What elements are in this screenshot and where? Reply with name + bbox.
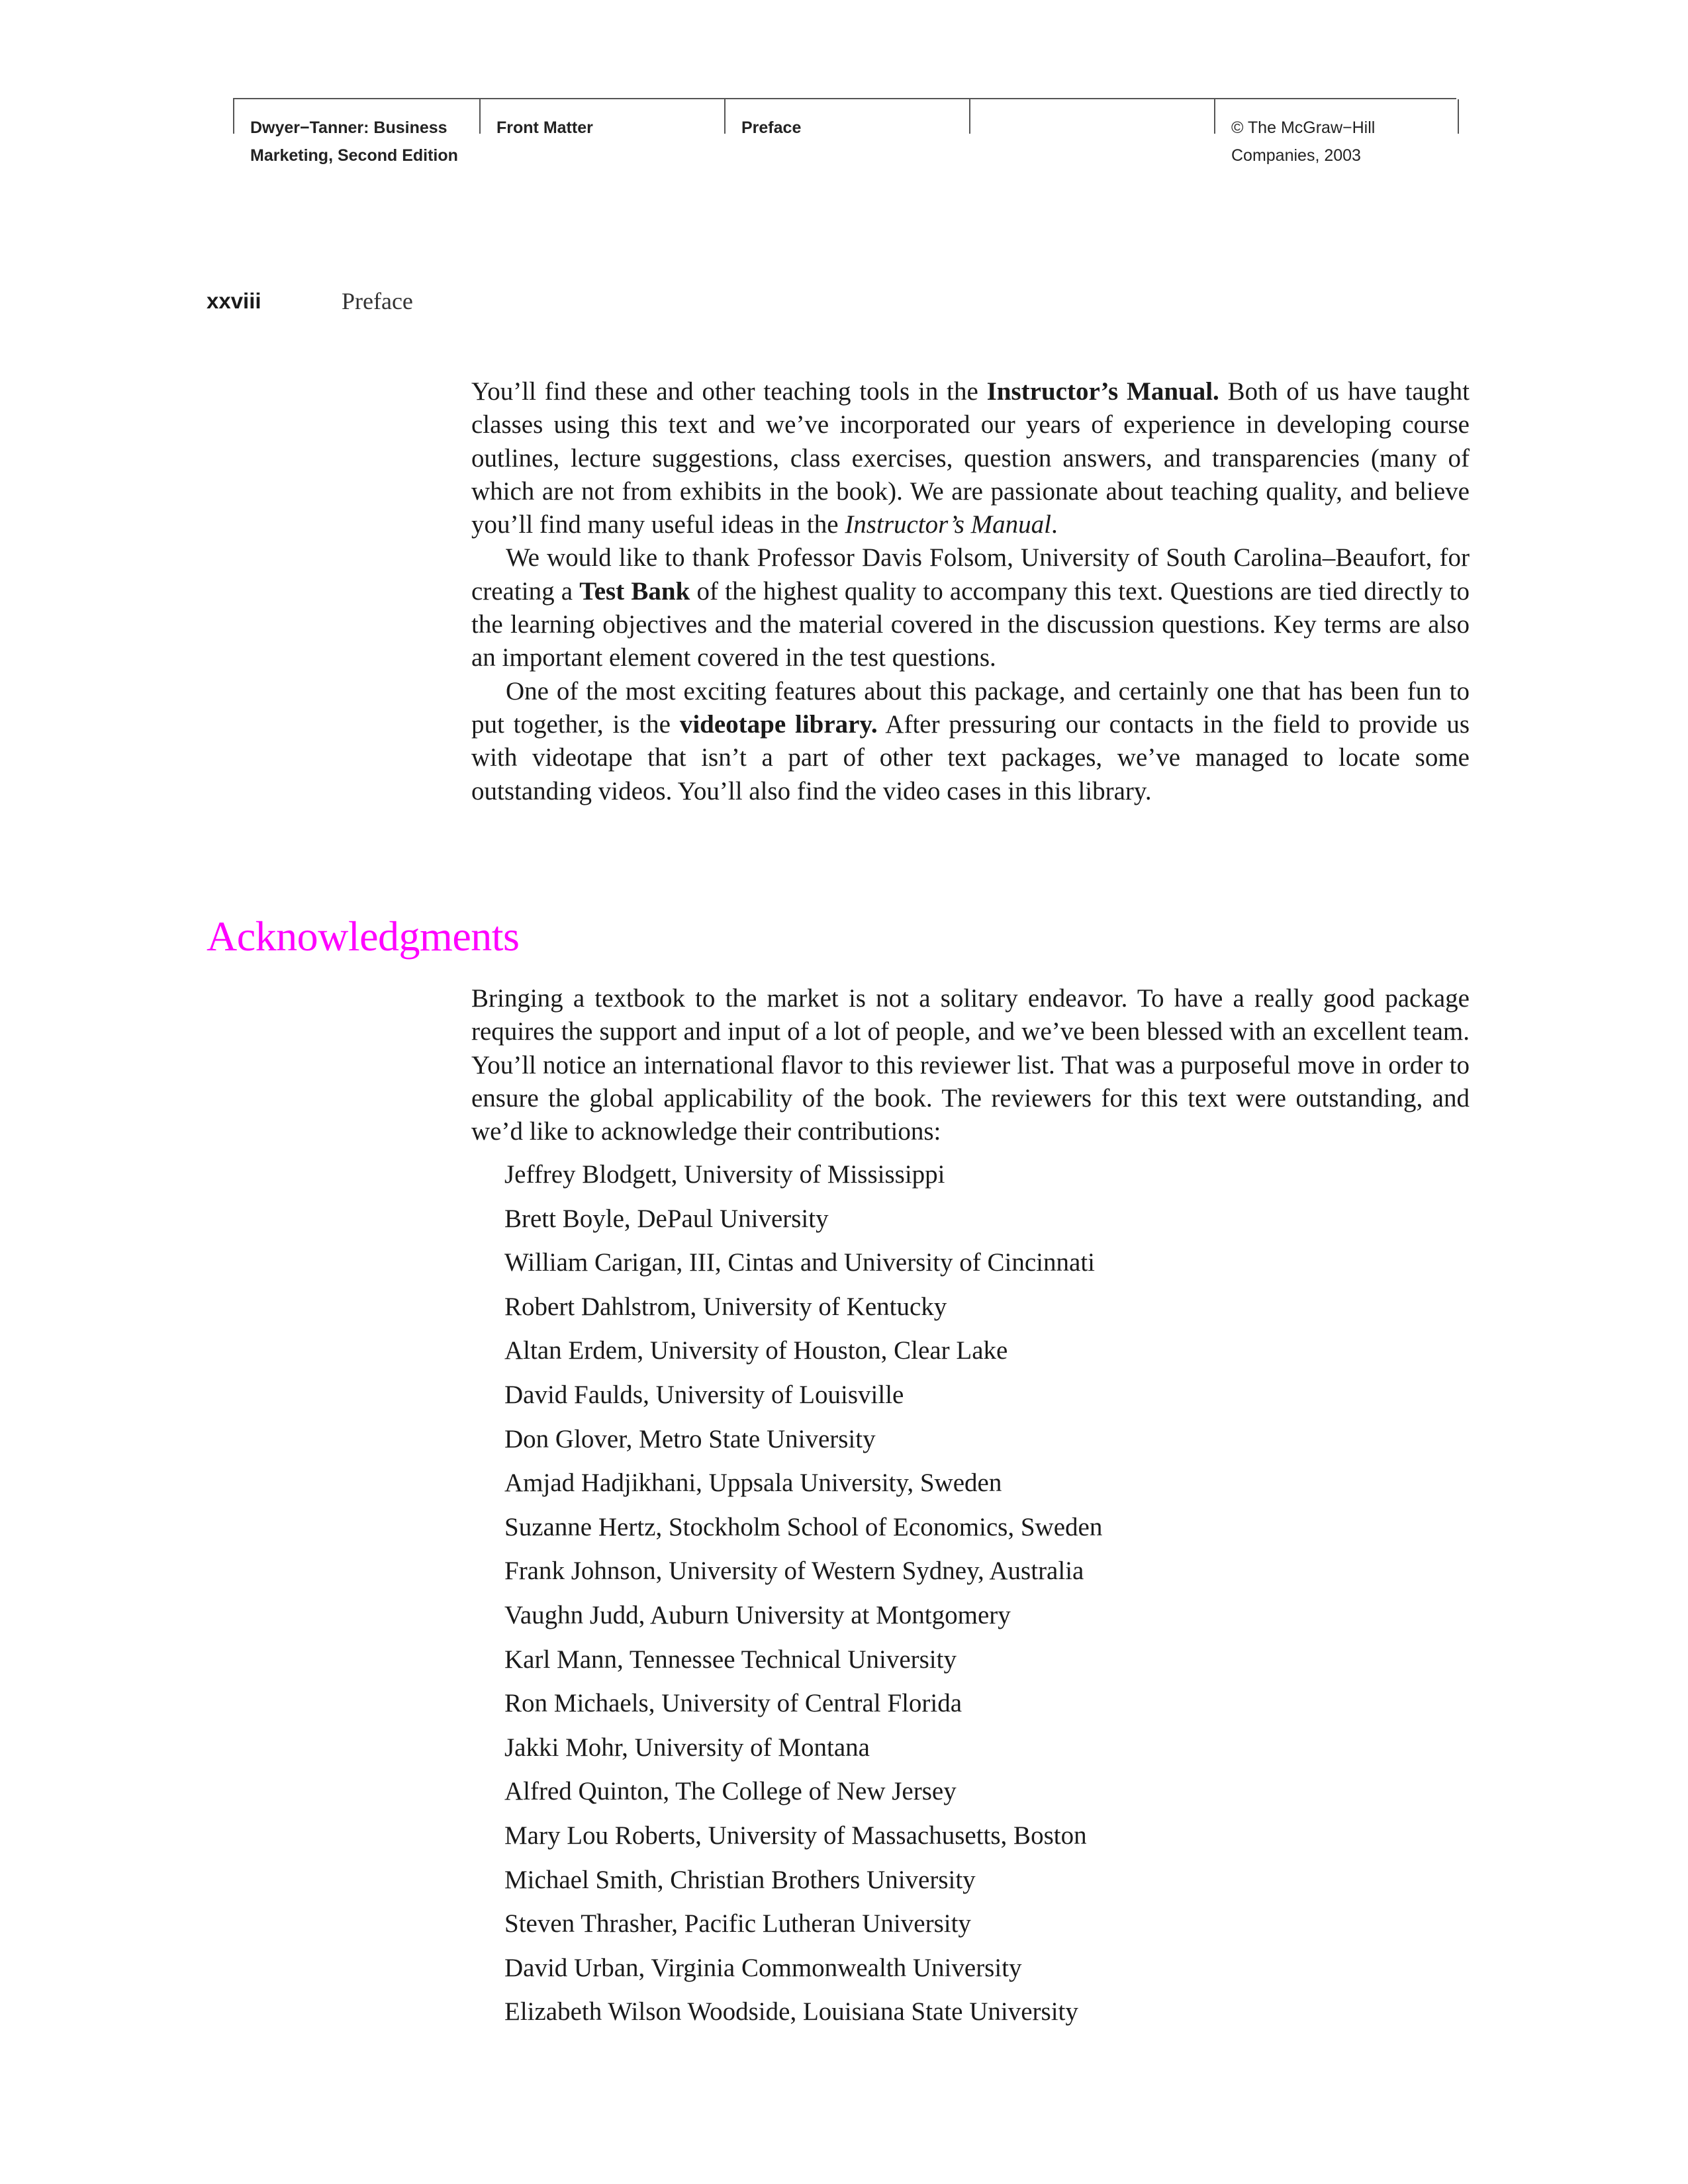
teaching-tools-section <box>471 375 1470 808</box>
part-title: Front Matter <box>496 118 593 137</box>
term-test-bank: Test Bank <box>579 576 690 606</box>
page-section-label: Preface <box>342 288 413 314</box>
list-item: Alfred Quinton, The College of New Jersey <box>504 1777 957 1806</box>
list-item: Frank Johnson, University of Western Sydney, Australia <box>504 1557 1084 1586</box>
list-item: Altan Erdem, University of Houston, Clear Lake <box>504 1336 1008 1365</box>
list-item: David Faulds, University of Louisville <box>504 1380 904 1409</box>
list-item: Suzanne Hertz, Stockholm School of Economics, Sweden <box>504 1512 1103 1541</box>
term-instructors-manual: Instructor’s Manual. <box>986 377 1219 406</box>
acknowledgments-paragraph: Bringing a textbook to the market is not a solitary endeavor. To have a really good package requires the support and input of a lot of people, and we’ve been blessed with an excellent team. You’ll notice an international flavor to this reviewer list. That was a purposeful move in order to ensure the global applicability of the book. The reviewers for this text were outstanding, and we’d like to acknowledge their contributions: <box>471 984 1470 1146</box>
list-item: Jeffrey Blodgett, University of Mississippi <box>504 1160 945 1189</box>
list-item: David Urban, Virginia Commonwealth University <box>504 1953 1022 1982</box>
reviewer-list <box>504 1153 1102 2034</box>
list-item: Michael Smith, Christian Brothers University <box>504 1865 976 1894</box>
header-cell-copyright <box>1214 99 1459 165</box>
list-item: Brett Boyle, DePaul University <box>504 1204 829 1233</box>
list-item: Vaughn Judd, Auburn University at Montgomery <box>504 1600 1011 1629</box>
page-number: xxviii <box>207 289 261 313</box>
list-item: Robert Dahlstrom, University of Kentucky <box>504 1292 947 1321</box>
paragraph-test-bank: We would like to thank Professor Davis Folsom, University of South Carolina–Beaufort, for creating a Test Bank of the highest quality to accompany this text. Questions are tied directly to the learning objectives and the material covered in the discussion questions. Key terms are also an important element covered in the test questions. <box>471 543 1470 672</box>
list-item: William Carigan, III, Cintas and University of Cincinnati <box>504 1248 1095 1277</box>
header-cell-empty <box>969 99 1214 134</box>
header-cell-book <box>233 99 479 165</box>
title-instructors-manual: Instructor’s Manual <box>845 510 1051 539</box>
list-item: Jakki Mohr, University of Montana <box>504 1733 870 1762</box>
chapter-title: Preface <box>741 118 802 137</box>
list-item: Elizabeth Wilson Woodside, Louisiana State University <box>504 1997 1078 2026</box>
list-item: Amjad Hadjikhani, Uppsala University, Sweden <box>504 1469 1002 1498</box>
list-item: Karl Mann, Tennessee Technical University <box>504 1645 957 1674</box>
list-item: Ron Michaels, University of Central Florida <box>504 1689 962 1718</box>
copyright: © The McGraw−Hill Companies, 2003 <box>1231 118 1376 165</box>
paragraph-videotape-library: One of the most exciting features about this package, and certainly one that has been fun to put together, is the videotape library. After pressuring our contacts in the field to provide us with videotape that isn’t a part of other text packages, we’ve managed to locate some outstanding videos. You’ll also find the video cases in this library. <box>471 676 1470 805</box>
list-item: Don Glover, Metro State University <box>504 1424 876 1453</box>
book-title: Dwyer−Tanner: Business Marketing, Second Edition <box>250 118 458 165</box>
acknowledgments-heading: Acknowledgments <box>207 913 520 960</box>
list-item: Mary Lou Roberts, University of Massachusetts, Boston <box>504 1821 1087 1850</box>
list-item: Steven Thrasher, Pacific Lutheran University <box>504 1909 971 1938</box>
term-videotape-library: videotape library. <box>679 709 878 739</box>
header-cell-chapter <box>724 99 969 137</box>
paragraph-instructors-manual: You’ll find these and other teaching tools in the Instructor’s Manual. Both of us have taught classes using this text and we’ve incorporated our years of experience in developing course outlines, lecture suggestions, class exercises, question answers, and transparencies (many of which are not from exhibits in the book). We are passionate about teaching quality, and believe you’ll find many useful ideas in the Instructor’s Manual. <box>471 377 1470 539</box>
header-cell-part <box>479 99 724 137</box>
running-header <box>233 98 1456 165</box>
